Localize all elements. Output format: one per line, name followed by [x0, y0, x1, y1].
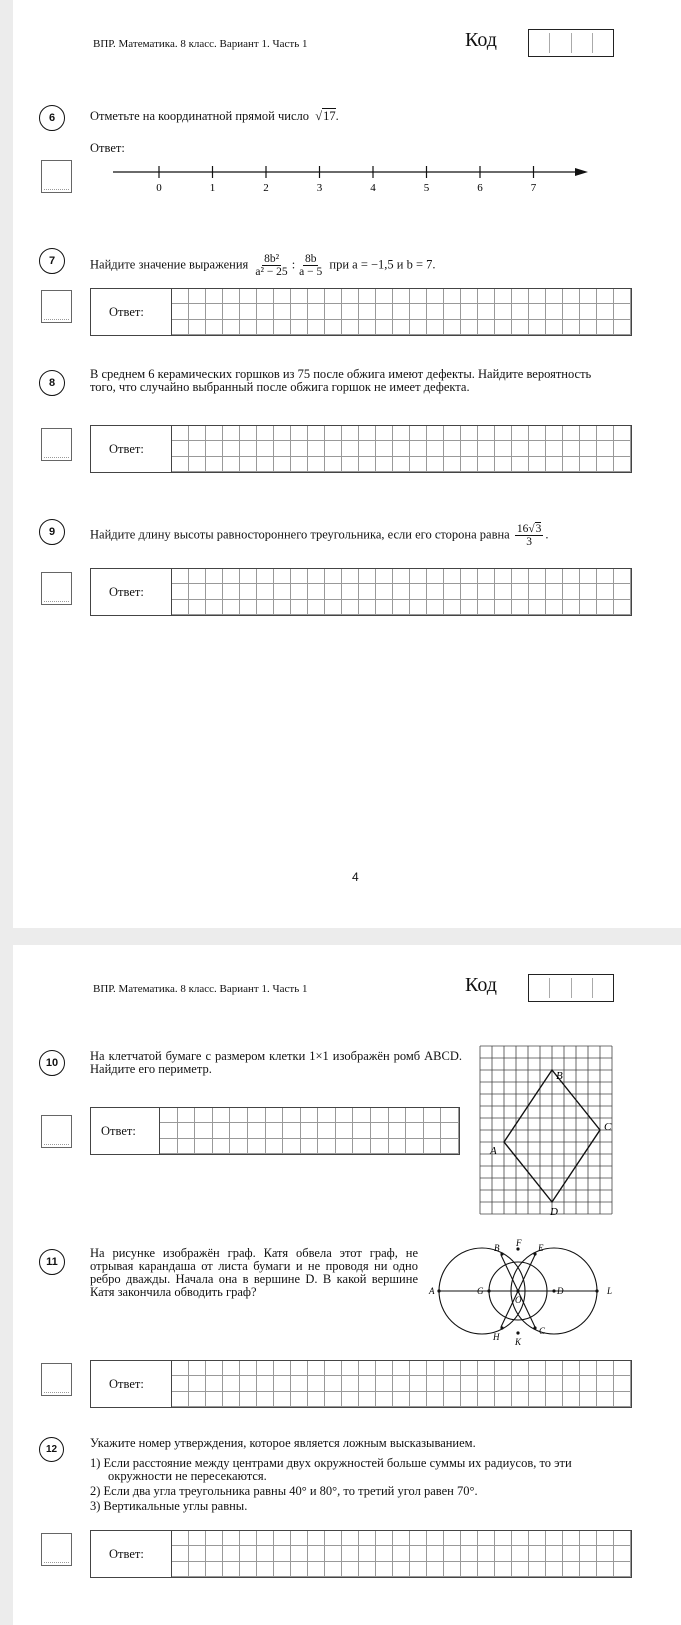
answer-grid[interactable]: [171, 1531, 631, 1577]
answer-grid[interactable]: [171, 569, 631, 615]
graph-vertex: [437, 1289, 440, 1292]
vertex-label: O: [515, 1295, 522, 1305]
task-10-text: На клетчатой бумаге с размером клетки 1×1 изображён ромб ABCD. Найдите его периметр.: [90, 1049, 462, 1076]
page-2: [13, 945, 681, 1625]
score-box[interactable]: [41, 1115, 72, 1148]
fraction: $\frac{\text{8b²}}{\text{a² − 25}}$: [255, 253, 288, 278]
page-header: ВПР. Математика. 8 класс. Вариант 1. Часть 1: [93, 983, 308, 995]
task-12-text: Укажите номер утверждения, которое является ложным высказыванием.: [90, 1436, 476, 1450]
page-1: [13, 0, 681, 928]
answer-label: Ответ:: [101, 1123, 136, 1138]
graph-vertex: [516, 1331, 519, 1334]
answer-field[interactable]: [90, 288, 632, 336]
graph-vertex: [533, 1326, 536, 1329]
vertex-label: F: [516, 1238, 522, 1248]
number-line-label: 5: [423, 182, 430, 194]
answer-grid[interactable]: [171, 1361, 631, 1407]
answer-label: Ответ:: [109, 1376, 144, 1391]
answer-label: Ответ:: [109, 441, 144, 456]
answer-field[interactable]: [90, 1530, 632, 1578]
option-1: 1) Если расстояние между центрами двух окружностей больше суммы их радиусов, то эти окружности не пересекаются.: [90, 1456, 572, 1483]
task-6-radicand: 17: [323, 109, 336, 123]
answer-label: Ответ:: [109, 304, 144, 319]
number-line-label: 1: [209, 182, 216, 194]
task-number: 8: [39, 370, 65, 396]
page-number: 4: [352, 870, 359, 884]
answer-label: Ответ:: [109, 584, 144, 599]
vertex-label: L: [607, 1286, 613, 1296]
score-box[interactable]: [41, 290, 72, 323]
graph-vertex: [500, 1252, 503, 1255]
vertex-label: H: [493, 1332, 500, 1342]
number-line-label: 4: [370, 182, 376, 194]
option-list: [90, 1457, 620, 1513]
number-line[interactable]: [113, 160, 593, 194]
fraction: $\frac{8b}{a - 5}$: [299, 253, 323, 278]
page-header: ВПР. Математика. 8 класс. Вариант 1. Часть 1: [93, 38, 308, 50]
number-line-label: 0: [156, 182, 162, 194]
answer-field[interactable]: [90, 568, 632, 616]
vertex-label: G: [477, 1286, 484, 1296]
task-8-text: В среднем 6 керамических горшков из 75 после обжига имеют дефекты. Найдите вероятность того, что случайно выбранный после обжига горшок не имеет дефекта.: [90, 367, 592, 394]
kod-input[interactable]: [528, 974, 614, 1002]
task-7-text: Найдите значение выражения $\frac{\text{8b²}}{\text{a² − 25}}$ : $\frac{8b}{a - 5}$ при a = −1,5 и b = 7.: [90, 253, 436, 278]
kod-input[interactable]: [528, 29, 614, 57]
task-number: 11: [39, 1249, 65, 1275]
graph-vertex: [516, 1289, 519, 1292]
answer-label: Ответ:: [109, 1546, 144, 1561]
number-line-label: 7: [530, 182, 537, 194]
graph-figure: [418, 1237, 618, 1347]
rhombus-figure: [473, 1040, 623, 1220]
vertex-label: A: [429, 1286, 435, 1296]
vertex-label: D: [557, 1286, 564, 1296]
number-line-label: 6: [477, 182, 483, 194]
task-6-text: Отметьте на координатной прямой число √17.: [90, 109, 339, 123]
option-2: 2) Если два угла треугольника равны 40° и 80°, то третий угол равен 70°.: [90, 1484, 478, 1498]
answer-field[interactable]: [90, 1360, 632, 1408]
score-box[interactable]: [41, 572, 72, 605]
score-box[interactable]: [41, 1363, 72, 1396]
answer-grid[interactable]: [171, 289, 631, 335]
task-number: 9: [39, 519, 65, 545]
answer-grid[interactable]: [171, 426, 631, 472]
task-number: 12: [39, 1437, 64, 1462]
graph-vertex: [500, 1326, 503, 1329]
kod-label: Код: [465, 29, 497, 51]
score-box[interactable]: [41, 428, 72, 461]
vertex-label: B: [494, 1243, 500, 1253]
vertex-label: C: [604, 1121, 612, 1133]
task-number: 7: [39, 248, 65, 274]
answer-field[interactable]: [90, 1107, 460, 1155]
option-3: 3) Вертикальные углы равны.: [90, 1499, 248, 1513]
kod-label: Код: [465, 974, 497, 996]
graph-vertex: [595, 1289, 598, 1292]
answer-label: Ответ:: [90, 141, 125, 155]
vertex-label: B: [556, 1070, 563, 1082]
task-number: 10: [39, 1050, 65, 1076]
task-11-text: На рисунке изображён граф. Катя обвела этот граф, не отрывая карандаша от листа бумаги и не проводя ни одно ребро дважды. Начала она в вершине D. В какой вершине Катя закончила обводить граф?: [90, 1246, 418, 1299]
answer-field[interactable]: [90, 425, 632, 473]
vertex-label: C: [539, 1326, 546, 1336]
score-box[interactable]: [41, 1533, 72, 1566]
task-9-text: Найдите длину высоты равностороннего треугольника, если его сторона равна $\frac{16√3}{3}$ .: [90, 523, 549, 548]
vertex-label: E: [538, 1243, 544, 1253]
vertex-label: D: [550, 1206, 558, 1218]
graph-vertex: [487, 1289, 490, 1292]
fraction: $\frac{16√3}{3}$: [516, 523, 542, 548]
graph-vertex: [533, 1252, 536, 1255]
number-line-label: 3: [316, 182, 323, 194]
vertex-label: K: [515, 1337, 522, 1347]
graph-vertex: [552, 1289, 555, 1292]
answer-grid[interactable]: [159, 1108, 459, 1154]
vertex-label: A: [490, 1145, 497, 1157]
score-box[interactable]: [41, 160, 72, 193]
number-line-label: 2: [263, 182, 269, 194]
task-number: 6: [39, 105, 65, 131]
